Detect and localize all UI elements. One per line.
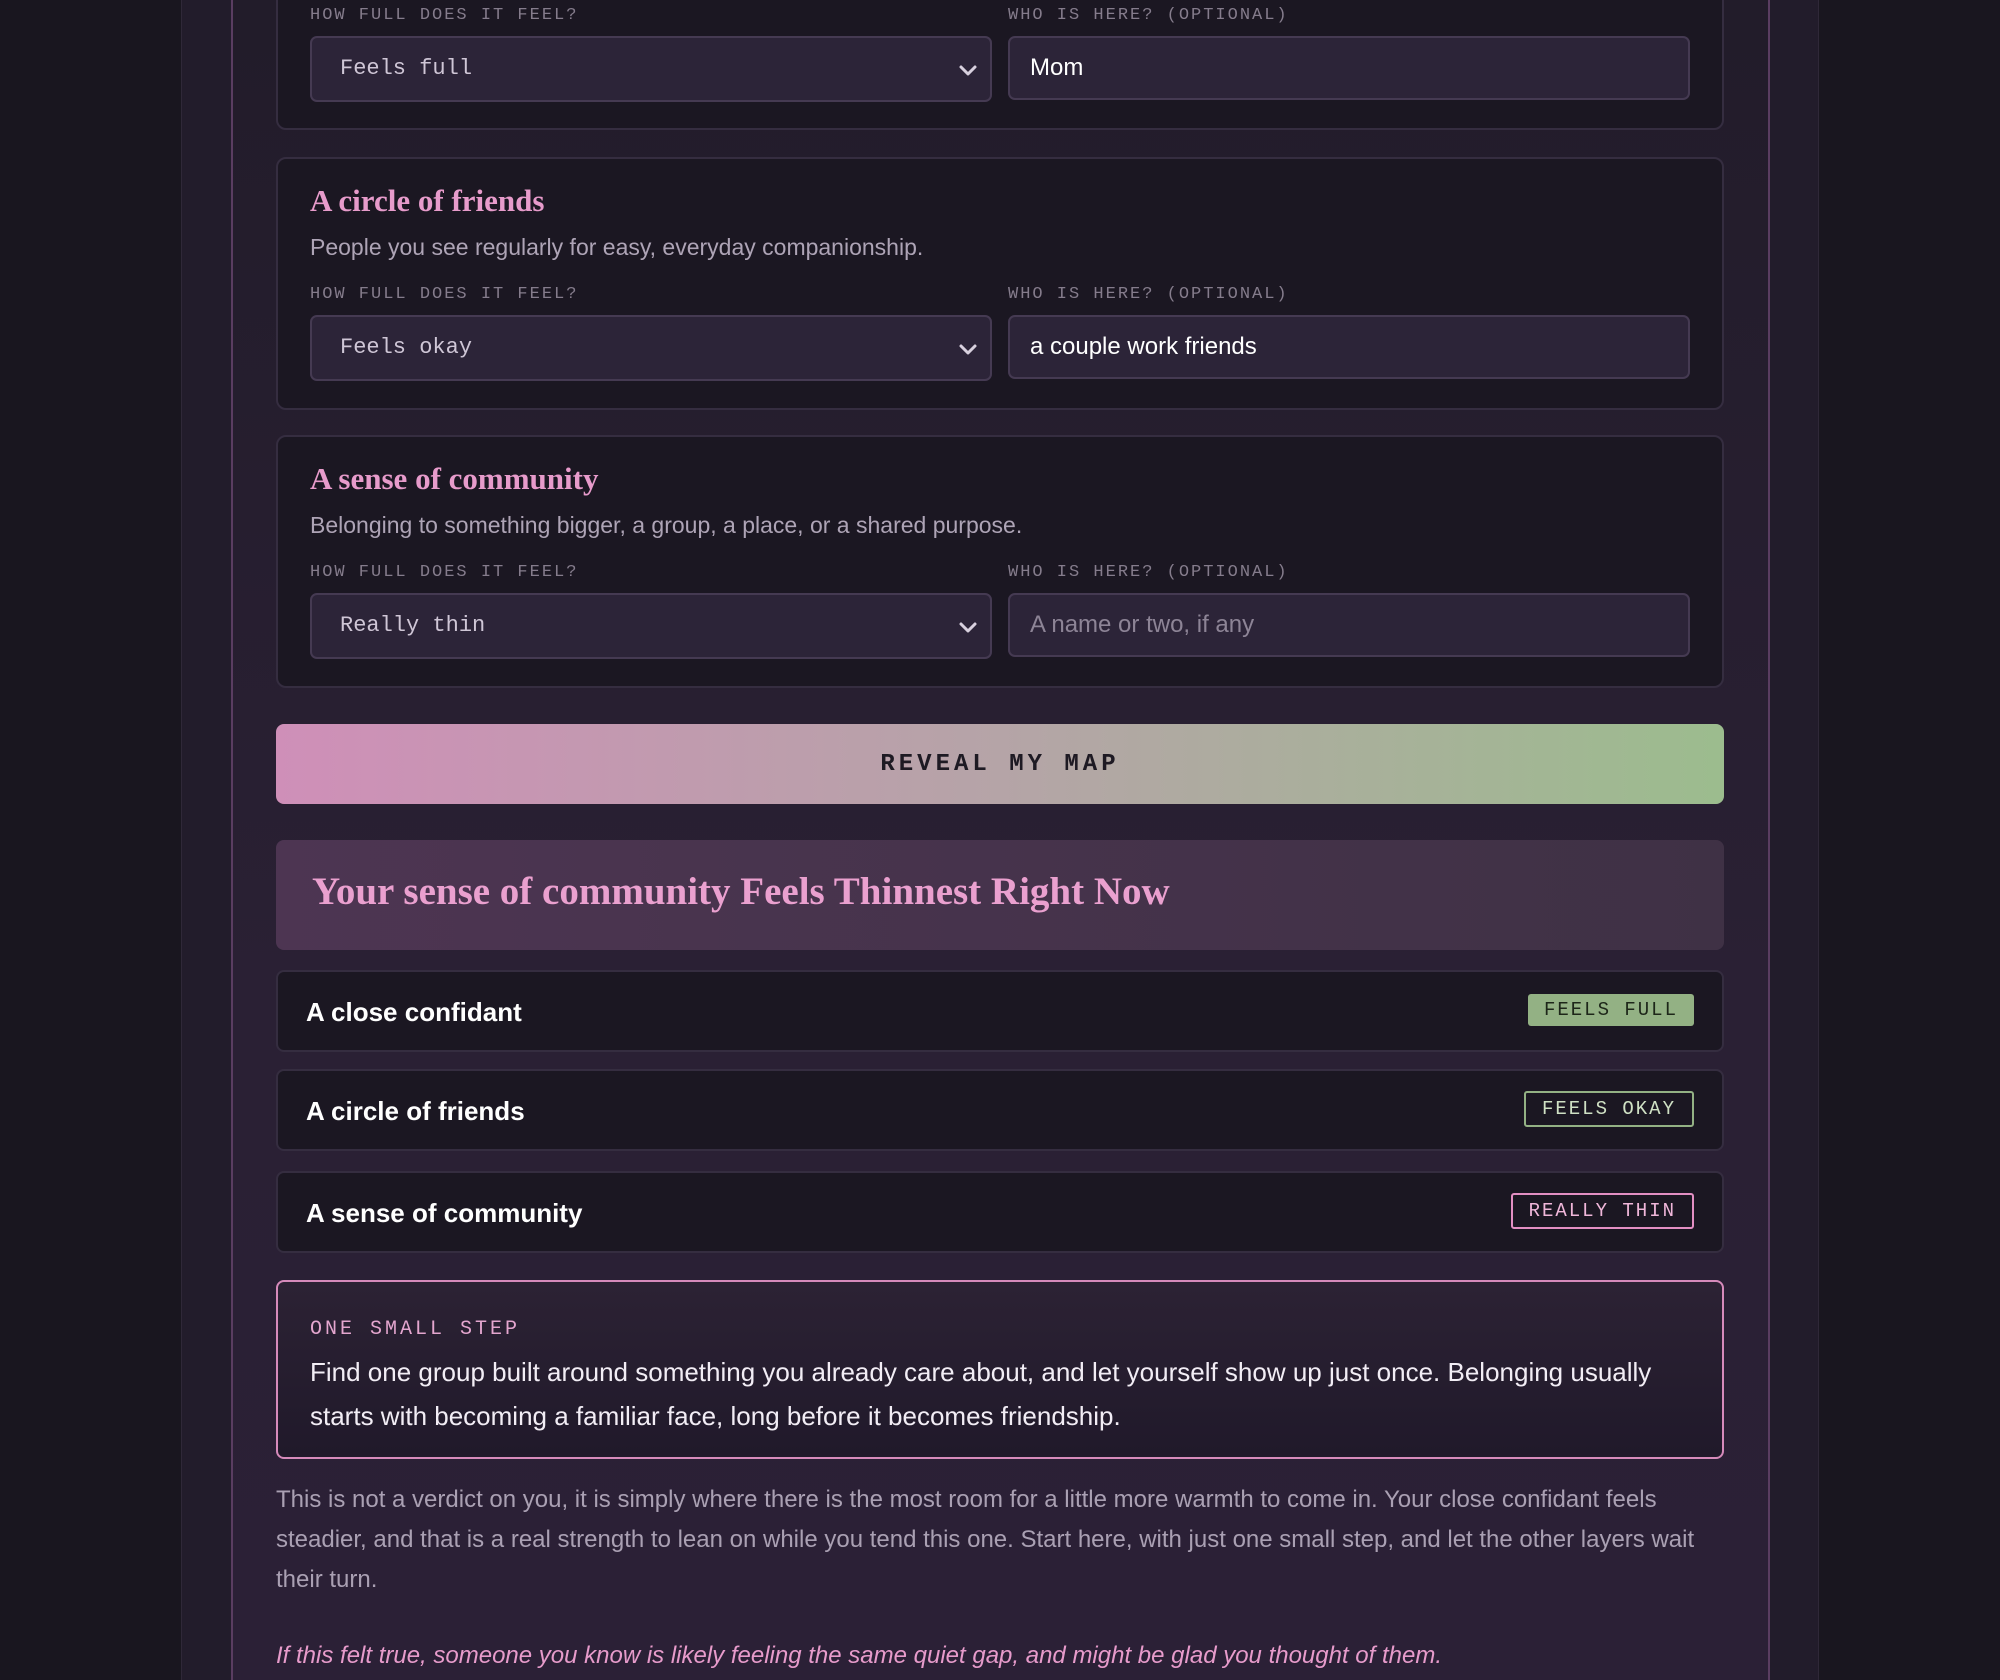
chevron-down-icon <box>956 337 980 361</box>
fullness-label: HOW FULL DOES IT FEEL? <box>310 285 579 304</box>
who-label: WHO IS HERE? (OPTIONAL) <box>1008 6 1289 25</box>
fullness-select-value: Feels okay <box>340 335 473 360</box>
status-badge: FEELS OKAY <box>1524 1091 1694 1127</box>
layer-card-friends <box>276 157 1724 410</box>
fullness-select[interactable] <box>310 593 992 659</box>
result-row-label: A circle of friends <box>306 1096 525 1126</box>
status-badge: FEELS FULL <box>1528 994 1694 1026</box>
result-headline: Your sense of community Feels Thinnest Right Now <box>312 870 1170 913</box>
result-row-friends <box>276 1069 1724 1151</box>
small-step-card <box>276 1280 1724 1459</box>
result-row-community <box>276 1171 1724 1253</box>
share-note: If this felt true, someone you know is likely feeling the same quiet gap, and might be glad you thought of them. <box>276 1642 1443 1669</box>
layer-title: A circle of friends <box>310 183 545 218</box>
who-input[interactable] <box>1008 315 1690 379</box>
chevron-down-icon <box>956 615 980 639</box>
result-row-confidant <box>276 970 1724 1052</box>
layer-description: Belonging to something bigger, a group, a place, or a shared purpose. <box>310 512 1023 538</box>
fullness-select[interactable] <box>310 315 992 381</box>
fullness-select-value: Feels full <box>340 56 473 81</box>
who-label: WHO IS HERE? (OPTIONAL) <box>1008 285 1289 304</box>
fullness-select-value: Really thin <box>340 613 486 638</box>
layer-card-confidant <box>276 0 1724 130</box>
fullness-label: HOW FULL DOES IT FEEL? <box>310 563 579 582</box>
status-badge: REALLY THIN <box>1511 1193 1694 1229</box>
result-explanation: This is not a verdict on you, it is simply where there is the most room for a little more warmth to come in. Your close confidant feels steadier, and that is a real strength to lean on while you tend this one. Start here, with just one small step, and let the other layers wait their turn. <box>276 1486 1695 1593</box>
who-input[interactable] <box>1008 593 1690 657</box>
fullness-label: HOW FULL DOES IT FEEL? <box>310 6 579 25</box>
layer-title: A sense of community <box>310 461 599 496</box>
result-row-label: A close confidant <box>306 997 522 1027</box>
reveal-map-button[interactable]: REVEAL MY MAP <box>276 724 1724 804</box>
fullness-select[interactable] <box>310 36 992 102</box>
layer-description: People you see regularly for easy, everyday companionship. <box>310 234 924 260</box>
small-step-heading: ONE SMALL STEP <box>310 1318 521 1341</box>
who-label: WHO IS HERE? (OPTIONAL) <box>1008 563 1289 582</box>
who-input[interactable] <box>1008 36 1690 100</box>
result-headline-card <box>276 840 1724 950</box>
small-step-text: Find one group built around something you already care about, and let yourself show up just once. Belonging usually starts with becoming a familiar face, long before it becomes friendship. <box>310 1357 1652 1431</box>
chevron-down-icon <box>956 58 980 82</box>
result-row-label: A sense of community <box>306 1198 583 1228</box>
layer-card-community <box>276 435 1724 688</box>
